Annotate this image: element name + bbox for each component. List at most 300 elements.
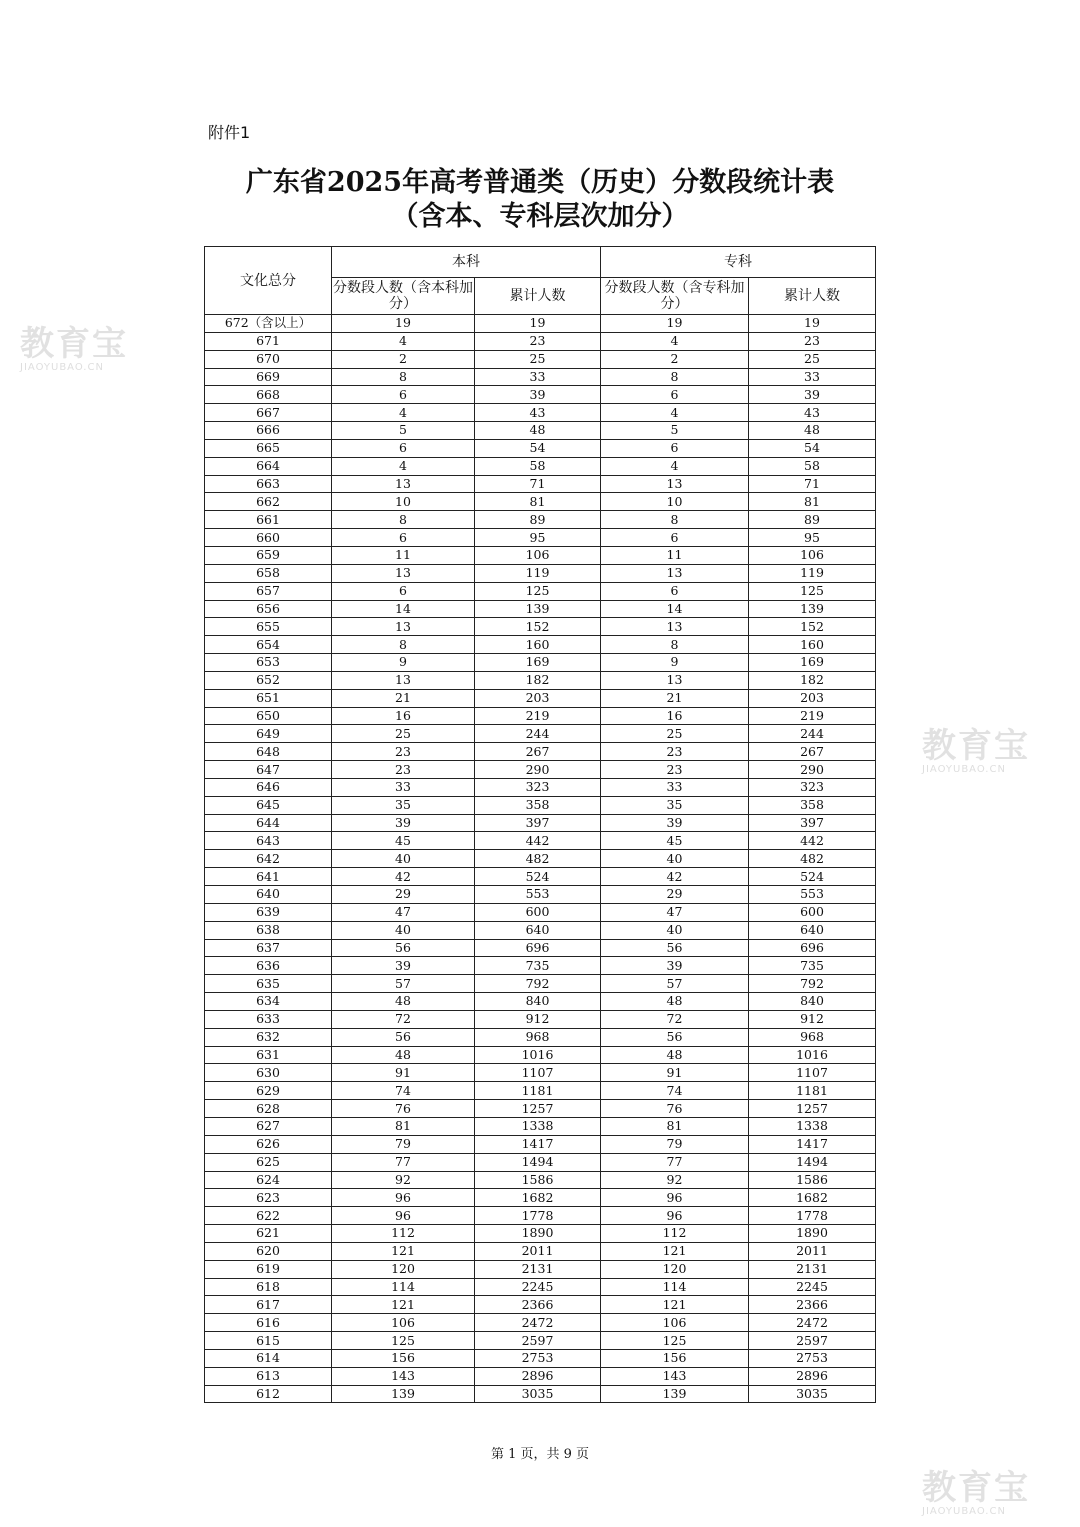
cell-zhuanke-cumulative: 524 — [749, 868, 876, 886]
cell-benke-cumulative: 89 — [475, 511, 601, 529]
cell-zhuanke-cumulative: 553 — [749, 886, 876, 904]
table-row — [205, 1242, 876, 1260]
cell-benke-cumulative: 2011 — [475, 1242, 601, 1260]
table-row — [205, 1189, 876, 1207]
table-row — [205, 618, 876, 636]
cell-zhuanke-count: 57 — [601, 975, 749, 993]
table-row — [205, 1385, 876, 1403]
cell-score: 641 — [205, 868, 332, 886]
watermark-text: 教育宝 — [922, 726, 1030, 766]
cell-zhuanke-count: 6 — [601, 582, 749, 600]
cell-score: 627 — [205, 1117, 332, 1135]
cell-zhuanke-cumulative: 1417 — [749, 1135, 876, 1153]
cell-benke-cumulative: 19 — [475, 315, 601, 333]
cell-score: 649 — [205, 725, 332, 743]
cell-score: 632 — [205, 1028, 332, 1046]
cell-benke-cumulative: 840 — [475, 993, 601, 1011]
cell-benke-count: 39 — [332, 814, 475, 832]
cell-benke-count: 81 — [332, 1117, 475, 1135]
page-footer: 第 1 页，共 9 页 — [490, 1447, 590, 1462]
cell-benke-count: 40 — [332, 921, 475, 939]
cell-zhuanke-count: 2 — [601, 350, 749, 368]
cell-benke-count: 33 — [332, 778, 475, 796]
cell-benke-count: 120 — [332, 1260, 475, 1278]
page-title: 广东省2025年高考普通类（历史）分数段统计表 — [245, 167, 835, 198]
cell-benke-cumulative: 1494 — [475, 1153, 601, 1171]
table-row — [205, 493, 876, 511]
cell-benke-cumulative: 1778 — [475, 1207, 601, 1225]
cell-benke-cumulative: 71 — [475, 475, 601, 493]
cell-zhuanke-count: 23 — [601, 761, 749, 779]
table-row — [205, 921, 876, 939]
cell-benke-count: 76 — [332, 1100, 475, 1118]
table-row — [205, 778, 876, 796]
table-row — [205, 886, 876, 904]
cell-benke-count: 48 — [332, 993, 475, 1011]
table-row — [205, 475, 876, 493]
cell-zhuanke-count: 29 — [601, 886, 749, 904]
cell-zhuanke-count: 106 — [601, 1314, 749, 1332]
watermark-bottom — [922, 1470, 1030, 1517]
cell-score: 623 — [205, 1189, 332, 1207]
cell-benke-cumulative: 397 — [475, 814, 601, 832]
cell-zhuanke-count: 81 — [601, 1117, 749, 1135]
table-row — [205, 1028, 876, 1046]
cell-benke-cumulative: 48 — [475, 422, 601, 440]
table-row — [205, 1207, 876, 1225]
cell-zhuanke-cumulative: 442 — [749, 832, 876, 850]
cell-zhuanke-count: 96 — [601, 1207, 749, 1225]
cell-zhuanke-cumulative: 1016 — [749, 1046, 876, 1064]
cell-zhuanke-count: 33 — [601, 778, 749, 796]
cell-score: 630 — [205, 1064, 332, 1082]
cell-zhuanke-cumulative: 2366 — [749, 1296, 876, 1314]
table-row — [205, 903, 876, 921]
table-row — [205, 761, 876, 779]
cell-zhuanke-count: 21 — [601, 689, 749, 707]
cell-zhuanke-cumulative: 792 — [749, 975, 876, 993]
cell-zhuanke-cumulative: 81 — [749, 493, 876, 511]
cell-benke-cumulative: 290 — [475, 761, 601, 779]
cell-zhuanke-cumulative: 2896 — [749, 1367, 876, 1385]
watermark-url: JIAOYUBAO.CN — [922, 1506, 1006, 1517]
cell-zhuanke-count: 56 — [601, 939, 749, 957]
cell-benke-cumulative: 1016 — [475, 1046, 601, 1064]
table-row — [205, 939, 876, 957]
cell-benke-count: 45 — [332, 832, 475, 850]
cell-score: 618 — [205, 1278, 332, 1296]
table-row — [205, 707, 876, 725]
header-zhuanke-cumulative: 累计人数 — [749, 278, 876, 315]
cell-benke-cumulative: 23 — [475, 332, 601, 350]
cell-score: 624 — [205, 1171, 332, 1189]
cell-zhuanke-count: 8 — [601, 511, 749, 529]
table-row — [205, 350, 876, 368]
cell-benke-cumulative: 3035 — [475, 1385, 601, 1403]
cell-benke-cumulative: 81 — [475, 493, 601, 511]
cell-benke-cumulative: 106 — [475, 546, 601, 564]
cell-benke-cumulative: 2896 — [475, 1367, 601, 1385]
cell-zhuanke-cumulative: 1890 — [749, 1225, 876, 1243]
cell-benke-count: 4 — [332, 457, 475, 475]
cell-benke-cumulative: 169 — [475, 654, 601, 672]
cell-zhuanke-count: 121 — [601, 1242, 749, 1260]
cell-benke-cumulative: 1890 — [475, 1225, 601, 1243]
cell-zhuanke-count: 156 — [601, 1349, 749, 1367]
cell-zhuanke-count: 13 — [601, 564, 749, 582]
table-row — [205, 439, 876, 457]
cell-benke-count: 8 — [332, 636, 475, 654]
cell-zhuanke-count: 9 — [601, 654, 749, 672]
table-row — [205, 868, 876, 886]
cell-benke-count: 16 — [332, 707, 475, 725]
table-row — [205, 1010, 876, 1028]
watermark-right — [922, 728, 1030, 775]
cell-score: 629 — [205, 1082, 332, 1100]
cell-zhuanke-cumulative: 160 — [749, 636, 876, 654]
table-row — [205, 957, 876, 975]
cell-zhuanke-cumulative: 267 — [749, 743, 876, 761]
table-row — [205, 332, 876, 350]
table-body — [205, 315, 876, 1403]
cell-score: 626 — [205, 1135, 332, 1153]
cell-benke-count: 21 — [332, 689, 475, 707]
header-benke-cumulative: 累计人数 — [475, 278, 601, 315]
cell-zhuanke-cumulative: 640 — [749, 921, 876, 939]
cell-zhuanke-cumulative: 48 — [749, 422, 876, 440]
cell-benke-cumulative: 267 — [475, 743, 601, 761]
cell-zhuanke-count: 6 — [601, 439, 749, 457]
cell-benke-count: 112 — [332, 1225, 475, 1243]
cell-benke-cumulative: 640 — [475, 921, 601, 939]
table-row — [205, 368, 876, 386]
cell-score: 622 — [205, 1207, 332, 1225]
cell-score: 660 — [205, 529, 332, 547]
cell-benke-cumulative: 968 — [475, 1028, 601, 1046]
table-row — [205, 564, 876, 582]
cell-zhuanke-count: 114 — [601, 1278, 749, 1296]
cell-zhuanke-cumulative: 2011 — [749, 1242, 876, 1260]
cell-zhuanke-cumulative: 290 — [749, 761, 876, 779]
cell-zhuanke-cumulative: 219 — [749, 707, 876, 725]
cell-zhuanke-cumulative: 1181 — [749, 1082, 876, 1100]
header-zhuanke-count: 分数段人数（含专科加分） — [601, 278, 749, 315]
cell-benke-count: 5 — [332, 422, 475, 440]
cell-zhuanke-count: 76 — [601, 1100, 749, 1118]
cell-zhuanke-cumulative: 23 — [749, 332, 876, 350]
cell-benke-count: 25 — [332, 725, 475, 743]
cell-zhuanke-count: 121 — [601, 1296, 749, 1314]
cell-zhuanke-cumulative: 2131 — [749, 1260, 876, 1278]
table-row — [205, 1117, 876, 1135]
cell-zhuanke-cumulative: 95 — [749, 529, 876, 547]
cell-score: 662 — [205, 493, 332, 511]
table-row — [205, 1332, 876, 1350]
cell-benke-cumulative: 54 — [475, 439, 601, 457]
cell-zhuanke-count: 10 — [601, 493, 749, 511]
table-row — [205, 529, 876, 547]
cell-score: 669 — [205, 368, 332, 386]
cell-score: 647 — [205, 761, 332, 779]
cell-benke-cumulative: 25 — [475, 350, 601, 368]
cell-zhuanke-cumulative: 2597 — [749, 1332, 876, 1350]
cell-benke-cumulative: 2366 — [475, 1296, 601, 1314]
table-row — [205, 832, 876, 850]
cell-zhuanke-cumulative: 735 — [749, 957, 876, 975]
cell-zhuanke-cumulative: 358 — [749, 796, 876, 814]
score-distribution-table — [204, 246, 876, 1403]
cell-benke-count: 23 — [332, 761, 475, 779]
cell-zhuanke-count: 19 — [601, 315, 749, 333]
cell-zhuanke-count: 47 — [601, 903, 749, 921]
cell-zhuanke-count: 25 — [601, 725, 749, 743]
cell-zhuanke-count: 139 — [601, 1385, 749, 1403]
cell-score: 648 — [205, 743, 332, 761]
page-subtitle: （含本、专科层次加分） — [391, 201, 689, 232]
cell-zhuanke-cumulative: 1338 — [749, 1117, 876, 1135]
cell-benke-cumulative: 442 — [475, 832, 601, 850]
cell-zhuanke-count: 40 — [601, 850, 749, 868]
cell-zhuanke-cumulative: 3035 — [749, 1385, 876, 1403]
cell-score: 636 — [205, 957, 332, 975]
cell-benke-cumulative: 160 — [475, 636, 601, 654]
cell-score: 671 — [205, 332, 332, 350]
table-row — [205, 511, 876, 529]
cell-benke-count: 13 — [332, 564, 475, 582]
table-row — [205, 1046, 876, 1064]
cell-zhuanke-count: 39 — [601, 957, 749, 975]
cell-benke-count: 14 — [332, 600, 475, 618]
cell-score: 654 — [205, 636, 332, 654]
cell-score: 619 — [205, 1260, 332, 1278]
cell-benke-cumulative: 219 — [475, 707, 601, 725]
table-row — [205, 582, 876, 600]
cell-score: 631 — [205, 1046, 332, 1064]
cell-zhuanke-count: 96 — [601, 1189, 749, 1207]
cell-zhuanke-cumulative: 323 — [749, 778, 876, 796]
cell-benke-cumulative: 203 — [475, 689, 601, 707]
cell-benke-cumulative: 58 — [475, 457, 601, 475]
cell-zhuanke-cumulative: 482 — [749, 850, 876, 868]
cell-score: 667 — [205, 404, 332, 422]
cell-zhuanke-cumulative: 203 — [749, 689, 876, 707]
cell-benke-cumulative: 524 — [475, 868, 601, 886]
cell-score: 620 — [205, 1242, 332, 1260]
header-benke-count: 分数段人数（含本科加分） — [332, 278, 475, 315]
cell-zhuanke-cumulative: 58 — [749, 457, 876, 475]
cell-zhuanke-count: 143 — [601, 1367, 749, 1385]
cell-zhuanke-cumulative: 2472 — [749, 1314, 876, 1332]
cell-zhuanke-cumulative: 1682 — [749, 1189, 876, 1207]
cell-score: 651 — [205, 689, 332, 707]
cell-score: 655 — [205, 618, 332, 636]
cell-zhuanke-cumulative: 25 — [749, 350, 876, 368]
cell-zhuanke-count: 120 — [601, 1260, 749, 1278]
cell-zhuanke-cumulative: 244 — [749, 725, 876, 743]
cell-benke-count: 9 — [332, 654, 475, 672]
cell-benke-count: 23 — [332, 743, 475, 761]
cell-score: 670 — [205, 350, 332, 368]
cell-zhuanke-count: 79 — [601, 1135, 749, 1153]
cell-benke-cumulative: 696 — [475, 939, 601, 957]
cell-benke-count: 6 — [332, 439, 475, 457]
watermark-text: 教育宝 — [20, 324, 128, 364]
cell-benke-cumulative: 735 — [475, 957, 601, 975]
table-row — [205, 796, 876, 814]
cell-zhuanke-count: 40 — [601, 921, 749, 939]
cell-zhuanke-count: 42 — [601, 868, 749, 886]
cell-benke-count: 143 — [332, 1367, 475, 1385]
cell-benke-count: 56 — [332, 939, 475, 957]
table-row — [205, 1100, 876, 1118]
cell-score: 657 — [205, 582, 332, 600]
cell-zhuanke-count: 4 — [601, 404, 749, 422]
cell-zhuanke-count: 35 — [601, 796, 749, 814]
cell-zhuanke-count: 125 — [601, 1332, 749, 1350]
cell-benke-count: 96 — [332, 1189, 475, 1207]
cell-score: 635 — [205, 975, 332, 993]
cell-score: 645 — [205, 796, 332, 814]
cell-benke-count: 35 — [332, 796, 475, 814]
table-row — [205, 1278, 876, 1296]
table-row — [205, 404, 876, 422]
cell-benke-cumulative: 2131 — [475, 1260, 601, 1278]
table-row — [205, 1171, 876, 1189]
table-row — [205, 315, 876, 333]
cell-zhuanke-cumulative: 1778 — [749, 1207, 876, 1225]
cell-benke-count: 13 — [332, 671, 475, 689]
cell-benke-cumulative: 182 — [475, 671, 601, 689]
cell-score: 643 — [205, 832, 332, 850]
cell-zhuanke-cumulative: 39 — [749, 386, 876, 404]
cell-zhuanke-cumulative: 397 — [749, 814, 876, 832]
cell-zhuanke-count: 11 — [601, 546, 749, 564]
cell-benke-count: 29 — [332, 886, 475, 904]
table-row — [205, 743, 876, 761]
cell-benke-count: 77 — [332, 1153, 475, 1171]
cell-zhuanke-count: 6 — [601, 529, 749, 547]
cell-score: 615 — [205, 1332, 332, 1350]
cell-benke-cumulative: 2245 — [475, 1278, 601, 1296]
cell-benke-cumulative: 358 — [475, 796, 601, 814]
table-row — [205, 386, 876, 404]
cell-score: 659 — [205, 546, 332, 564]
header-zhuanke: 专科 — [601, 247, 876, 278]
cell-benke-count: 42 — [332, 868, 475, 886]
cell-zhuanke-count: 14 — [601, 600, 749, 618]
cell-benke-count: 74 — [332, 1082, 475, 1100]
cell-benke-count: 19 — [332, 315, 475, 333]
cell-score: 644 — [205, 814, 332, 832]
cell-zhuanke-cumulative: 89 — [749, 511, 876, 529]
cell-benke-count: 125 — [332, 1332, 475, 1350]
table-row — [205, 422, 876, 440]
cell-benke-cumulative: 2472 — [475, 1314, 601, 1332]
cell-score: 614 — [205, 1349, 332, 1367]
cell-zhuanke-cumulative: 169 — [749, 654, 876, 672]
cell-score: 656 — [205, 600, 332, 618]
cell-score: 666 — [205, 422, 332, 440]
cell-score: 637 — [205, 939, 332, 957]
cell-zhuanke-cumulative: 19 — [749, 315, 876, 333]
cell-benke-cumulative: 482 — [475, 850, 601, 868]
table-row — [205, 1082, 876, 1100]
watermark-text: 教育宝 — [922, 1468, 1030, 1508]
cell-score: 628 — [205, 1100, 332, 1118]
table-row — [205, 975, 876, 993]
table-row — [205, 1314, 876, 1332]
cell-benke-cumulative: 119 — [475, 564, 601, 582]
cell-benke-cumulative: 1682 — [475, 1189, 601, 1207]
cell-benke-count: 39 — [332, 957, 475, 975]
cell-zhuanke-count: 13 — [601, 671, 749, 689]
cell-benke-count: 106 — [332, 1314, 475, 1332]
cell-zhuanke-cumulative: 119 — [749, 564, 876, 582]
cell-benke-cumulative: 2597 — [475, 1332, 601, 1350]
cell-score: 617 — [205, 1296, 332, 1314]
attachment-label: 附件1 — [208, 123, 251, 142]
cell-zhuanke-cumulative: 106 — [749, 546, 876, 564]
cell-zhuanke-cumulative: 71 — [749, 475, 876, 493]
cell-score: 646 — [205, 778, 332, 796]
cell-score: 653 — [205, 654, 332, 672]
cell-benke-cumulative: 1338 — [475, 1117, 601, 1135]
cell-zhuanke-count: 16 — [601, 707, 749, 725]
cell-benke-cumulative: 1257 — [475, 1100, 601, 1118]
cell-benke-cumulative: 39 — [475, 386, 601, 404]
cell-zhuanke-cumulative: 1107 — [749, 1064, 876, 1082]
cell-zhuanke-count: 6 — [601, 386, 749, 404]
cell-benke-count: 4 — [332, 404, 475, 422]
cell-zhuanke-cumulative: 125 — [749, 582, 876, 600]
cell-benke-count: 10 — [332, 493, 475, 511]
cell-zhuanke-count: 91 — [601, 1064, 749, 1082]
cell-benke-cumulative: 1586 — [475, 1171, 601, 1189]
table-row — [205, 689, 876, 707]
header-score: 文化总分 — [205, 247, 332, 315]
cell-score: 613 — [205, 1367, 332, 1385]
table-row — [205, 1225, 876, 1243]
cell-benke-count: 57 — [332, 975, 475, 993]
watermark-url: JIAOYUBAO.CN — [20, 362, 104, 373]
cell-benke-cumulative: 95 — [475, 529, 601, 547]
cell-zhuanke-count: 77 — [601, 1153, 749, 1171]
cell-zhuanke-cumulative: 139 — [749, 600, 876, 618]
table-row — [205, 725, 876, 743]
table-row — [205, 1260, 876, 1278]
cell-score: 668 — [205, 386, 332, 404]
cell-zhuanke-count: 13 — [601, 475, 749, 493]
cell-benke-cumulative: 125 — [475, 582, 601, 600]
cell-score: 665 — [205, 439, 332, 457]
cell-benke-count: 139 — [332, 1385, 475, 1403]
table-row — [205, 1153, 876, 1171]
cell-zhuanke-cumulative: 840 — [749, 993, 876, 1011]
cell-benke-count: 91 — [332, 1064, 475, 1082]
cell-zhuanke-cumulative: 2753 — [749, 1349, 876, 1367]
cell-benke-count: 13 — [332, 618, 475, 636]
table-row — [205, 654, 876, 672]
cell-zhuanke-cumulative: 600 — [749, 903, 876, 921]
cell-zhuanke-count: 5 — [601, 422, 749, 440]
table-row — [205, 600, 876, 618]
cell-zhuanke-cumulative: 1494 — [749, 1153, 876, 1171]
cell-zhuanke-count: 56 — [601, 1028, 749, 1046]
cell-score: 672（含以上） — [205, 315, 332, 333]
cell-zhuanke-cumulative: 1586 — [749, 1171, 876, 1189]
cell-score: 664 — [205, 457, 332, 475]
table-row — [205, 671, 876, 689]
